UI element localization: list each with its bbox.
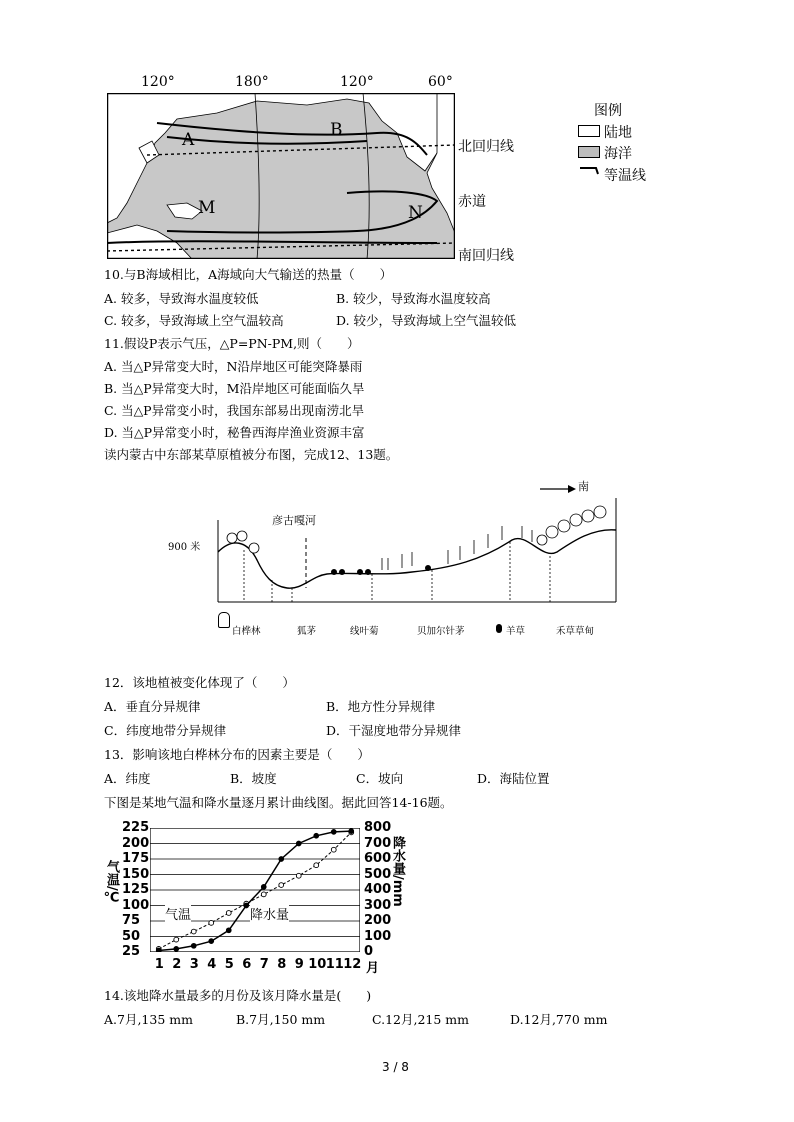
rain-point-7 <box>261 885 266 890</box>
equator-label: 赤道 <box>458 194 486 210</box>
point-a: A <box>182 130 195 150</box>
rain-point-6 <box>244 903 249 908</box>
rain-point-9 <box>296 841 301 846</box>
rain-point-2 <box>174 947 179 952</box>
q14-option-c: C.12月,215 mm <box>372 1012 470 1027</box>
temp-point-2 <box>174 937 179 942</box>
right-tick-600: 600 <box>364 851 392 866</box>
q10-option-a: A. 较多，导致海水温度较低 <box>104 291 259 306</box>
y-right-label <box>390 836 406 911</box>
x-label: 月 <box>366 961 380 976</box>
left-tick-100: 100 <box>122 897 150 913</box>
legend-title: 图例 <box>594 103 622 119</box>
temp-point-5 <box>226 911 231 916</box>
right-tick-400: 400 <box>364 882 392 897</box>
q13-option-a: A．纬度 <box>104 771 151 786</box>
q10-option-d: D. 较少，导致海域上空气温较低 <box>336 313 517 328</box>
temp-point-11 <box>331 847 336 852</box>
river-label: 彦古嘎河 <box>272 514 316 527</box>
q10-stem: 10.与B海域相比，A海域向大气输送的热量（ ） <box>104 267 393 282</box>
temp-point-3 <box>191 929 196 934</box>
left-tick-75: 75 <box>122 913 141 928</box>
x-tick-2: 2 <box>172 957 182 972</box>
right-tick-200: 200 <box>364 913 392 928</box>
rain-point-12 <box>349 829 354 834</box>
point-n: N <box>408 203 423 223</box>
q11-stem: 11.假设P表示气压，△P=PN-PM,则（ ） <box>104 336 360 351</box>
left-tick-125: 125 <box>122 882 150 897</box>
rain-series-label: 降水量 <box>250 904 289 923</box>
q13-option-b: B．坡度 <box>230 771 277 786</box>
temp-point-9 <box>296 873 301 878</box>
x-tick-3: 3 <box>189 957 199 972</box>
x-tick-6: 6 <box>242 957 252 972</box>
legend-isotherm-label: 等温线 <box>604 168 646 184</box>
veg-legend-5: 羊草 <box>506 626 526 637</box>
intro-14-16: 下图是某地气温和降水量逐月累计曲线图。据此回答14-16题。 <box>104 795 453 810</box>
x-tick-5: 5 <box>224 957 234 972</box>
lon-label-1: 120° <box>141 74 175 90</box>
q12-option-d: D．干湿度地带分异规律 <box>326 723 462 738</box>
temp-point-10 <box>314 863 319 868</box>
x-tick-9: 9 <box>294 957 304 972</box>
q11-option-a: A. 当△P异常变大时，N沿岸地区可能突降暴雨 <box>104 359 363 374</box>
rain-point-3 <box>191 943 196 948</box>
q14-option-a: A.7月,135 mm <box>104 1012 193 1027</box>
elev-label: 900 米 <box>168 542 201 553</box>
right-tick-700: 700 <box>364 835 392 851</box>
leymus-icon <box>496 624 502 633</box>
q14-option-d: D.12月,770 mm <box>510 1012 608 1027</box>
lon-label-3: 120° <box>340 74 374 90</box>
page-number: 3 / 8 <box>382 1060 409 1074</box>
legend-ocean-label: 海洋 <box>604 146 632 162</box>
q12-stem: 12．该地植被变化体现了（ ） <box>104 675 295 690</box>
series-line-temperature <box>159 832 351 949</box>
veg-legend-3: 线叶菊 <box>350 626 379 637</box>
point-b: B <box>330 120 343 140</box>
lon-label-4: 60° <box>428 74 453 90</box>
temp-point-8 <box>279 883 284 888</box>
q11-option-d: D. 当△P异常变小时，秘鲁西海岸渔业资源丰富 <box>104 425 365 440</box>
left-tick-50: 50 <box>122 928 141 944</box>
series-line-precipitation <box>159 831 351 950</box>
south-label: 南 <box>578 480 589 493</box>
intro-12-13: 读内蒙古中东部某草原植被分布图，完成12、13题。 <box>104 447 399 462</box>
x-tick-10: 10 <box>308 957 327 972</box>
q10-option-b: B. 较少，导致海水温度较高 <box>336 291 491 306</box>
q12-option-b: B．地方性分异规律 <box>326 699 436 714</box>
y-left-label <box>104 860 120 910</box>
y-right-label-text: 降水量/mm <box>390 836 405 907</box>
legend-isotherm-icon <box>578 164 602 178</box>
q13-option-c: C．坡向 <box>356 771 404 786</box>
x-tick-12: 12 <box>343 957 362 972</box>
legend-ocean-swatch <box>578 146 600 158</box>
x-tick-7: 7 <box>259 957 269 972</box>
q13-stem: 13．影响该地白桦林分布的因素主要是（ ） <box>104 747 370 762</box>
right-tick-100: 100 <box>364 928 392 944</box>
left-tick-200: 200 <box>122 835 150 851</box>
q11-option-c: C. 当△P异常变小时，我国东部易出现南涝北旱 <box>104 403 365 418</box>
temp-point-4 <box>209 920 214 925</box>
ocean-map <box>107 93 455 259</box>
lon-label-2: 180° <box>235 74 269 90</box>
temp-point-7 <box>261 892 266 897</box>
q11-option-b: B. 当△P异常变大时，M沿岸地区可能面临久旱 <box>104 381 365 396</box>
q12-option-c: C．纬度地带分异规律 <box>104 723 227 738</box>
rain-point-1 <box>156 948 161 952</box>
left-tick-175: 175 <box>122 851 150 866</box>
veg-legend-6: 禾草草甸 <box>556 626 595 637</box>
q14-option-b: B.7月,150 mm <box>236 1012 326 1027</box>
legend-land-label: 陆地 <box>604 125 632 141</box>
left-tick-150: 150 <box>122 866 150 882</box>
veg-legend-2: 狐茅 <box>297 626 317 637</box>
x-tick-8: 8 <box>277 957 287 972</box>
q12-option-a: A．垂直分异规律 <box>104 699 201 714</box>
y-left-label-text: 气温/℃ <box>104 860 119 906</box>
tropic-cancer-label: 北回归线 <box>458 139 514 155</box>
rain-point-4 <box>209 939 214 944</box>
q13-option-d: D．海陆位置 <box>477 771 550 786</box>
rain-point-11 <box>331 829 336 834</box>
right-tick-300: 300 <box>364 897 392 913</box>
point-m: M <box>198 198 216 218</box>
right-tick-500: 500 <box>364 866 392 882</box>
rain-point-5 <box>226 928 231 933</box>
x-tick-11: 11 <box>325 957 344 972</box>
cumulative-chart <box>150 828 360 952</box>
legend-land-swatch <box>578 125 600 137</box>
q14-stem: 14.该地降水量最多的月份及该月降水量是( ) <box>104 988 372 1003</box>
veg-legend-4: 贝加尔针茅 <box>417 626 465 637</box>
tropic-capricorn-label: 南回归线 <box>458 248 514 264</box>
x-tick-4: 4 <box>207 957 217 972</box>
right-tick-0: 0 <box>364 944 374 959</box>
veg-legend-1: 白桦林 <box>232 626 261 637</box>
temp-series-label: 气温 <box>165 904 191 923</box>
q10-option-c: C. 较多，导致海域上空气温较高 <box>104 313 284 328</box>
x-tick-1: 1 <box>154 957 164 972</box>
left-tick-25: 25 <box>122 944 141 959</box>
right-tick-800: 800 <box>364 820 392 835</box>
rain-point-10 <box>314 833 319 838</box>
white-birch-icon <box>218 612 230 628</box>
vegetation-profile <box>212 490 618 610</box>
left-tick-225: 225 <box>122 820 150 835</box>
rain-point-8 <box>279 857 284 862</box>
